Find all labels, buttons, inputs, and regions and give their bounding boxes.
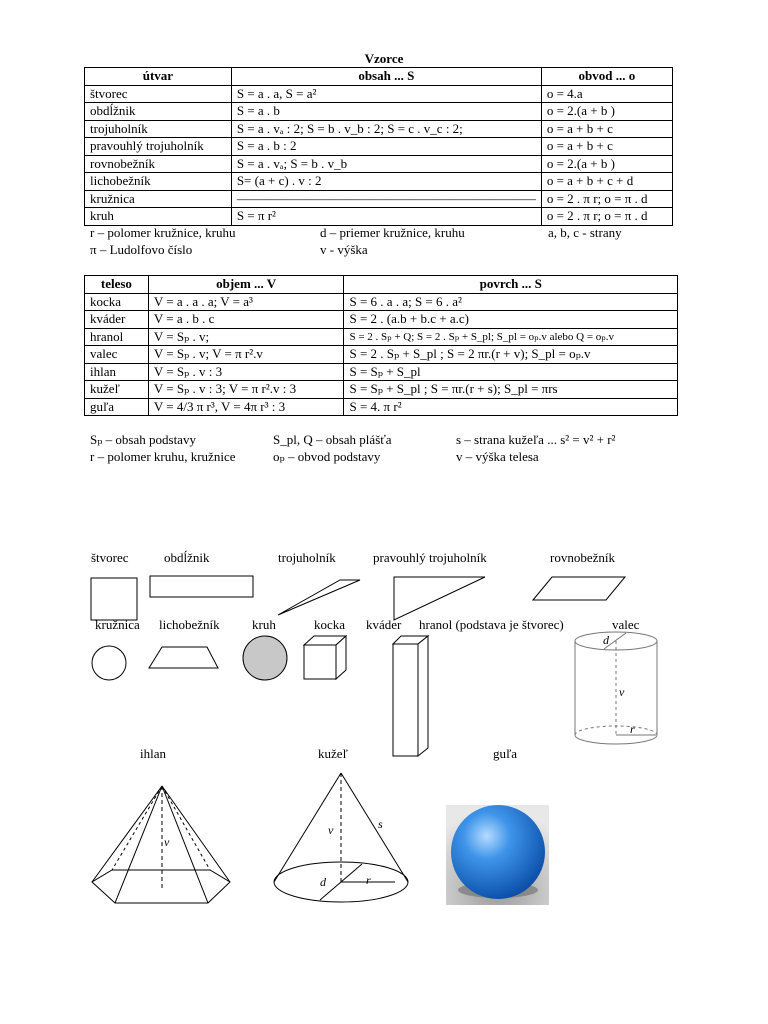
shape-name: štvorec bbox=[85, 85, 232, 103]
legend-r2: r – polomer kruhu, kružnice bbox=[90, 449, 236, 464]
cube-shape bbox=[304, 636, 346, 679]
label-obdlznik: obdĺžnik bbox=[164, 550, 210, 565]
perimeter-formula: o = 2 . π r; o = π . d bbox=[541, 190, 672, 208]
label-trojuholnik: trojuholník bbox=[278, 550, 336, 565]
label-kvader: kváder bbox=[366, 617, 402, 632]
cylinder-r-letter: r bbox=[630, 722, 635, 736]
area-formula: S = a . vₐ : 2; S = b . v_b : 2; S = c . v_c : 2; bbox=[231, 120, 541, 138]
label-lichobeznik: lichobežník bbox=[159, 617, 220, 632]
legend-v: v - výška bbox=[320, 242, 368, 257]
header-obsah: obsah ... S bbox=[231, 68, 541, 86]
header-povrch: povrch ... S bbox=[344, 276, 678, 294]
area-formula: S = a . vₐ; S = b . v_b bbox=[231, 155, 541, 173]
perimeter-formula: o = a + b + c bbox=[541, 120, 672, 138]
legend-pi: π – Ludolfovo číslo bbox=[90, 242, 193, 257]
label-ihlan: ihlan bbox=[140, 746, 166, 761]
label-rovnobeznik: rovnobežník bbox=[550, 550, 615, 565]
cone-r-letter: r bbox=[366, 873, 371, 887]
page-title: Vzorce bbox=[364, 51, 404, 66]
area-formula: S = π r² bbox=[231, 208, 541, 226]
label-gula: guľa bbox=[493, 746, 518, 761]
legend-abc: a, b, c - strany bbox=[548, 225, 622, 240]
label-stvorec: štvorec bbox=[91, 550, 129, 565]
legend-d: d – priemer kružnice, kruhu bbox=[320, 225, 465, 240]
legend-s: s – strana kužeľa ... s² = v² + r² bbox=[456, 432, 616, 447]
volume-formula: V = Sₚ . v; V = π r².v bbox=[148, 346, 344, 364]
surface-formula: S = 2 . Sₚ + Q; S = 2 . Sₚ + S_pl; S_pl = oₚ.v alebo Q = oₚ.v bbox=[344, 328, 678, 346]
rectangle-shape bbox=[150, 576, 253, 597]
square-shape bbox=[91, 578, 137, 620]
perimeter-formula: o = 2.(a + b ) bbox=[541, 155, 672, 173]
volume-formula: V = a . a . a; V = a³ bbox=[148, 293, 344, 311]
area-formula: ——————————————————————— bbox=[231, 190, 541, 208]
volume-formula: V = Sₚ . v : 3 bbox=[148, 363, 344, 381]
perimeter-formula: o = 2 . π r; o = π . d bbox=[541, 208, 672, 226]
disc-shape bbox=[243, 636, 287, 680]
volume-formula: V = Sₚ . v : 3; V = π r².v : 3 bbox=[148, 381, 344, 399]
pyramid-shape bbox=[92, 786, 230, 903]
solid-name: kužeľ bbox=[85, 381, 149, 399]
parallelogram-shape bbox=[533, 577, 625, 600]
area-formula: S = a . a, S = a² bbox=[231, 85, 541, 103]
volume-formula: V = a . b . c bbox=[148, 311, 344, 329]
area-formula: S = a . b : 2 bbox=[231, 138, 541, 156]
right-triangle-shape bbox=[394, 577, 485, 620]
shape-name: rovnobežník bbox=[85, 155, 232, 173]
trapezoid-shape bbox=[149, 647, 218, 668]
shape-name: kruh bbox=[85, 208, 232, 226]
solid-name: valec bbox=[85, 346, 149, 364]
legend-sp: Sₚ – obsah podstavy bbox=[90, 432, 196, 447]
cone-shape bbox=[274, 773, 408, 902]
cylinder-shape bbox=[575, 632, 657, 744]
solid-name: kváder bbox=[85, 311, 149, 329]
solid-name: guľa bbox=[85, 398, 149, 416]
shape-name: lichobežník bbox=[85, 173, 232, 191]
surface-formula: S = Sₚ + S_pl bbox=[344, 363, 678, 381]
cone-d-letter: d bbox=[320, 875, 326, 889]
legend-r: r – polomer kružnice, kruhu bbox=[90, 225, 236, 240]
label-kuzel: kužeľ bbox=[318, 746, 348, 761]
cylinder-d-letter: d bbox=[603, 633, 609, 647]
surface-formula: S = 4. π r² bbox=[344, 398, 678, 416]
shape-name: obdĺžnik bbox=[85, 103, 232, 121]
cylinder-v-letter: v bbox=[619, 685, 625, 699]
shape-name: trojuholník bbox=[85, 120, 232, 138]
header-obvod: obvod ... o bbox=[541, 68, 672, 86]
legend-v2: v – výška telesa bbox=[456, 449, 539, 464]
label-kocka: kocka bbox=[314, 617, 346, 632]
sphere-image bbox=[446, 805, 549, 905]
header-utvar: útvar bbox=[85, 68, 232, 86]
solid-name: hranol bbox=[85, 328, 149, 346]
label-hranol: hranol (podstava je štvorec) bbox=[419, 617, 564, 632]
solid-name: ihlan bbox=[85, 363, 149, 381]
cone-s-letter: s bbox=[378, 817, 383, 831]
shape-name: pravouhlý trojuholník bbox=[85, 138, 232, 156]
legend-spl: S_pl, Q – obsah plášťa bbox=[273, 432, 392, 447]
label-kruh: kruh bbox=[252, 617, 276, 632]
surface-formula: S = 6 . a . a; S = 6 . a² bbox=[344, 293, 678, 311]
volume-formula: V = 4/3 π r³, V = 4π r³ : 3 bbox=[148, 398, 344, 416]
label-valec: valec bbox=[612, 617, 640, 632]
surface-formula: S = 2 . Sₚ + S_pl ; S = 2 πr.(r + v); S_pl = oₚ.v bbox=[344, 346, 678, 364]
header-objem: objem ... V bbox=[148, 276, 344, 294]
shape-name: kružnica bbox=[85, 190, 232, 208]
area-formula: S = a . b bbox=[231, 103, 541, 121]
perimeter-formula: o = 2.(a + b ) bbox=[541, 103, 672, 121]
label-kruznica: kružnica bbox=[95, 617, 140, 632]
area-formula: S= (a + c) . v : 2 bbox=[231, 173, 541, 191]
perimeter-formula: o = 4.a bbox=[541, 85, 672, 103]
perimeter-formula: o = a + b + c bbox=[541, 138, 672, 156]
legend-op: oₚ – obvod podstavy bbox=[273, 449, 381, 464]
surface-formula: S = Sₚ + S_pl ; S = πr.(r + s); S_pl = πrs bbox=[344, 381, 678, 399]
triangle-shape bbox=[278, 580, 360, 615]
header-teleso: teleso bbox=[85, 276, 149, 294]
surface-formula: S = 2 . (a.b + b.c + a.c) bbox=[344, 311, 678, 329]
volume-formula: V = Sₚ . v; bbox=[148, 328, 344, 346]
pyramid-v-letter: v bbox=[164, 835, 170, 849]
circle-line-shape bbox=[92, 646, 126, 680]
solid-name: kocka bbox=[85, 293, 149, 311]
perimeter-formula: o = a + b + c + d bbox=[541, 173, 672, 191]
prism-shape bbox=[393, 636, 428, 756]
cone-v-letter: v bbox=[328, 823, 334, 837]
label-pravouhly: pravouhlý trojuholník bbox=[373, 550, 487, 565]
